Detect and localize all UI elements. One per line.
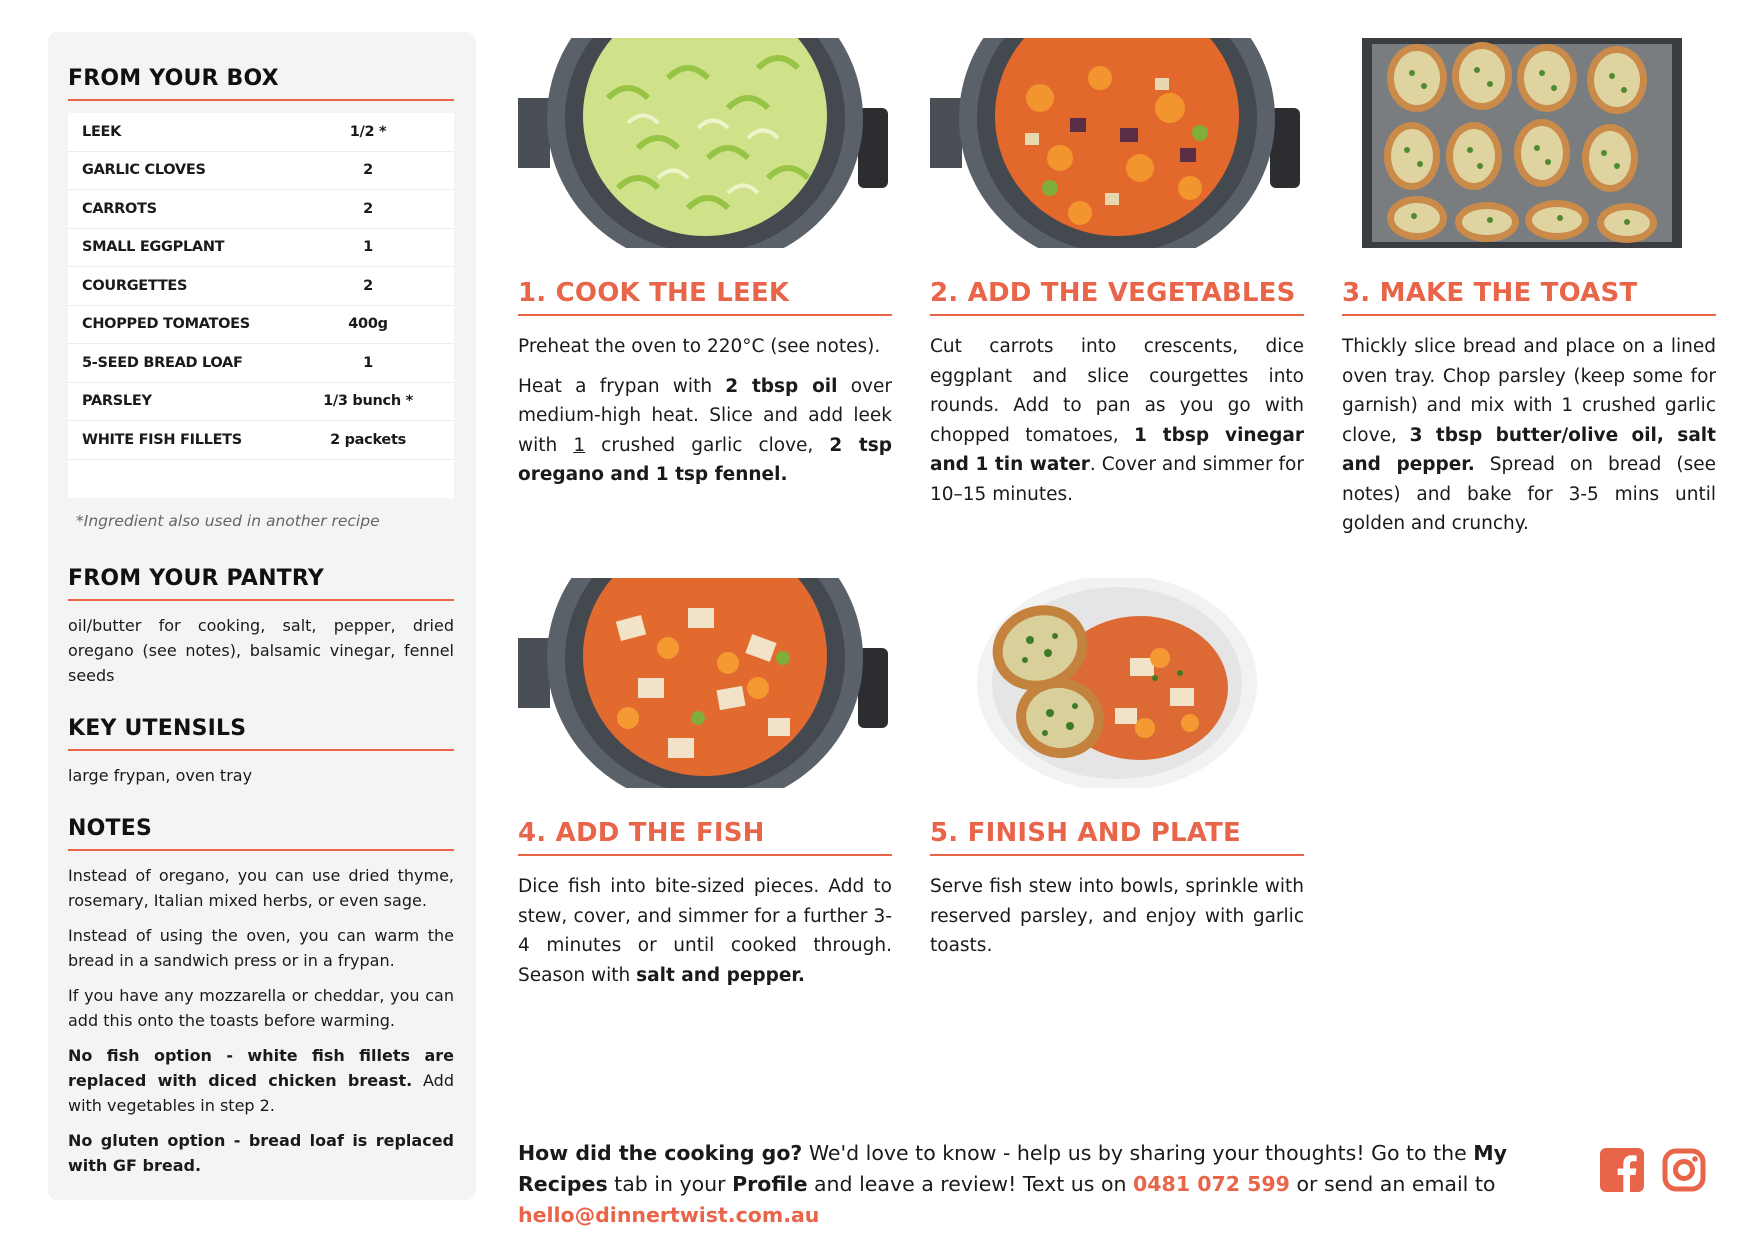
ingredient-name: COURGETTES — [82, 277, 188, 294]
step-3-para — [1342, 332, 1716, 539]
text-run: Thickly slice bread and place on a lined oven tray. Chop parsley (keep some for garnish) and mix with 1 crushed garlic clove, — [1342, 336, 1716, 446]
section-title-utensils: KEY UTENSILS — [68, 716, 454, 751]
step-1 — [518, 38, 892, 500]
ingredient-qty: 2 — [363, 200, 373, 217]
ingredients-panel — [48, 32, 476, 1200]
step-4 — [518, 578, 892, 1000]
step-1-photo — [518, 38, 892, 248]
section-key-utensils — [68, 716, 454, 788]
step-1-para-1: Preheat the oven to 220°C (see notes). — [518, 336, 881, 357]
step-3-title: 3. MAKE THE TOAST — [1342, 278, 1716, 316]
note-4-bold: No fish option - white fish fillets are replaced with diced chicken breast. — [68, 1046, 454, 1090]
phone-link[interactable]: 0481 072 599 — [1133, 1172, 1290, 1196]
email-link[interactable]: hello@dinnertwist.com.au — [518, 1203, 820, 1227]
ingredient-qty: 1/2 * — [349, 123, 387, 140]
ingredient-name: 5-SEED BREAD LOAF — [82, 354, 243, 371]
note-1: Instead of oregano, you can use dried thyme, rosemary, Italian mixed herbs, or even sage. — [68, 866, 454, 910]
step-3-text — [1342, 332, 1716, 539]
ingredient-row — [68, 421, 454, 460]
ingredient-qty: 2 packets — [330, 431, 406, 448]
step-4-photo — [518, 578, 892, 788]
section-notes — [68, 816, 454, 1178]
step-2-text — [930, 332, 1304, 509]
facebook-icon[interactable] — [1600, 1148, 1644, 1192]
ingredient-row — [68, 306, 454, 345]
step-4-title: 4. ADD THE FISH — [518, 818, 892, 856]
utensils-text: large frypan, oven tray — [68, 766, 253, 785]
profile-label: Profile — [732, 1172, 808, 1196]
ingredient-name: GARLIC CLOVES — [82, 162, 206, 179]
step-3 — [1342, 38, 1716, 549]
section-title-notes: NOTES — [68, 816, 454, 851]
footer-text: and leave a review! Text us on — [807, 1172, 1134, 1196]
note-5 — [68, 1128, 454, 1178]
text-run: Spread on bread (see notes) and bake for 3-5 mins until golden and crunchy. — [1342, 454, 1716, 534]
step-5 — [930, 578, 1304, 971]
footer-text: tab in your — [607, 1172, 733, 1196]
step-5-title: 5. FINISH AND PLATE — [930, 818, 1304, 856]
section-from-your-pantry — [68, 566, 454, 688]
ingredient-row — [68, 383, 454, 422]
text-run: Dice fish into bite-sized pieces. Add to stew, cover, and simmer for a further 3-4 minutes or until cooked through. Season with — [518, 876, 892, 986]
ingredient-name: LEEK — [82, 123, 122, 140]
pantry-text: oil/butter for cooking, salt, pepper, dried oregano (see notes), balsamic vinegar, fennel seeds — [68, 616, 454, 685]
step-4-text — [518, 872, 892, 990]
step-1-para-2 — [518, 372, 892, 490]
footer-text: or send an email to — [1289, 1172, 1496, 1196]
text-underline: 1 — [573, 434, 586, 456]
ingredient-qty: 1 — [363, 239, 373, 256]
step-2 — [930, 38, 1304, 519]
instagram-icon[interactable] — [1662, 1148, 1706, 1192]
section-title-box: FROM YOUR BOX — [68, 66, 454, 101]
note-5-bold: No gluten option - bread loaf is replaced with GF bread. — [68, 1131, 454, 1175]
section-from-your-box — [68, 66, 454, 530]
ingredient-name: CHOPPED TOMATOES — [82, 316, 250, 333]
step-2-para — [930, 332, 1304, 509]
text-bold: 2 tbsp oil — [725, 375, 838, 397]
text-run: Cut carrots into crescents, dice eggplant and slice courgettes into rounds. Add to pan as you go with chopped tomatoes, — [930, 336, 1304, 446]
text-bold: salt and pepper. — [636, 964, 805, 986]
step-2-title: 2. ADD THE VEGETABLES — [930, 278, 1304, 316]
footer-text: We'd love to know - help us by sharing your thoughts! Go to the — [802, 1141, 1474, 1165]
social-links — [1600, 1148, 1706, 1192]
step-1-text — [518, 332, 892, 490]
note-4-rest: Add with vegetables in step 2. — [68, 1071, 454, 1115]
text-bold: 3 tbsp butter/olive oil, salt and pepper. — [1342, 424, 1716, 475]
text-bold: 2 tsp oregano and 1 tsp fennel. — [518, 434, 892, 485]
text-run: over medium-high heat. Slice and add leek with — [518, 375, 892, 456]
my-recipes-label: My Recipes — [518, 1141, 1508, 1196]
text-run: . Cover and simmer for 10–15 minutes. — [930, 454, 1304, 505]
ingredient-table — [68, 113, 454, 498]
text-run: crushed garlic clove, — [585, 434, 830, 456]
step-5-photo — [930, 578, 1304, 788]
step-4-para — [518, 872, 892, 990]
ingredient-qty: 2 — [363, 277, 373, 294]
step-5-para: Serve fish stew into bowls, sprinkle with reserved parsley, and enjoy with garlic toasts. — [930, 876, 1304, 956]
ingredient-footnote: *Ingredient also used in another recipe — [76, 512, 380, 530]
note-2: Instead of using the oven, you can warm the bread in a sandwich press or in a frypan. — [68, 926, 454, 970]
step-5-text — [930, 872, 1304, 961]
ingredient-qty: 2 — [363, 162, 373, 179]
ingredient-row — [68, 229, 454, 268]
note-3: If you have any mozzarella or cheddar, you can add this onto the toasts before warming. — [68, 986, 454, 1030]
step-2-photo — [930, 38, 1304, 248]
ingredient-row — [68, 190, 454, 229]
text-bold: 1 tbsp vinegar and 1 tin water — [930, 424, 1304, 475]
ingredient-row — [68, 267, 454, 306]
ingredient-name: PARSLEY — [82, 393, 152, 410]
footer-question: How did the cooking go? — [518, 1141, 803, 1165]
note-4 — [68, 1043, 454, 1118]
ingredient-name: WHITE FISH FILLETS — [82, 431, 242, 448]
ingredient-row — [68, 113, 454, 152]
ingredient-qty: 400g — [348, 316, 388, 333]
ingredient-row — [68, 152, 454, 191]
ingredient-name: SMALL EGGPLANT — [82, 239, 225, 256]
step-1-title: 1. COOK THE LEEK — [518, 278, 892, 316]
step-3-photo — [1342, 38, 1716, 248]
ingredient-row — [68, 344, 454, 383]
section-title-pantry: FROM YOUR PANTRY — [68, 566, 454, 601]
feedback-footer — [518, 1138, 1578, 1231]
ingredient-name: CARROTS — [82, 200, 157, 217]
ingredient-qty: 1/3 bunch * — [323, 393, 413, 410]
ingredient-qty: 1 — [363, 354, 373, 371]
text-run: Heat a frypan with — [518, 375, 726, 397]
